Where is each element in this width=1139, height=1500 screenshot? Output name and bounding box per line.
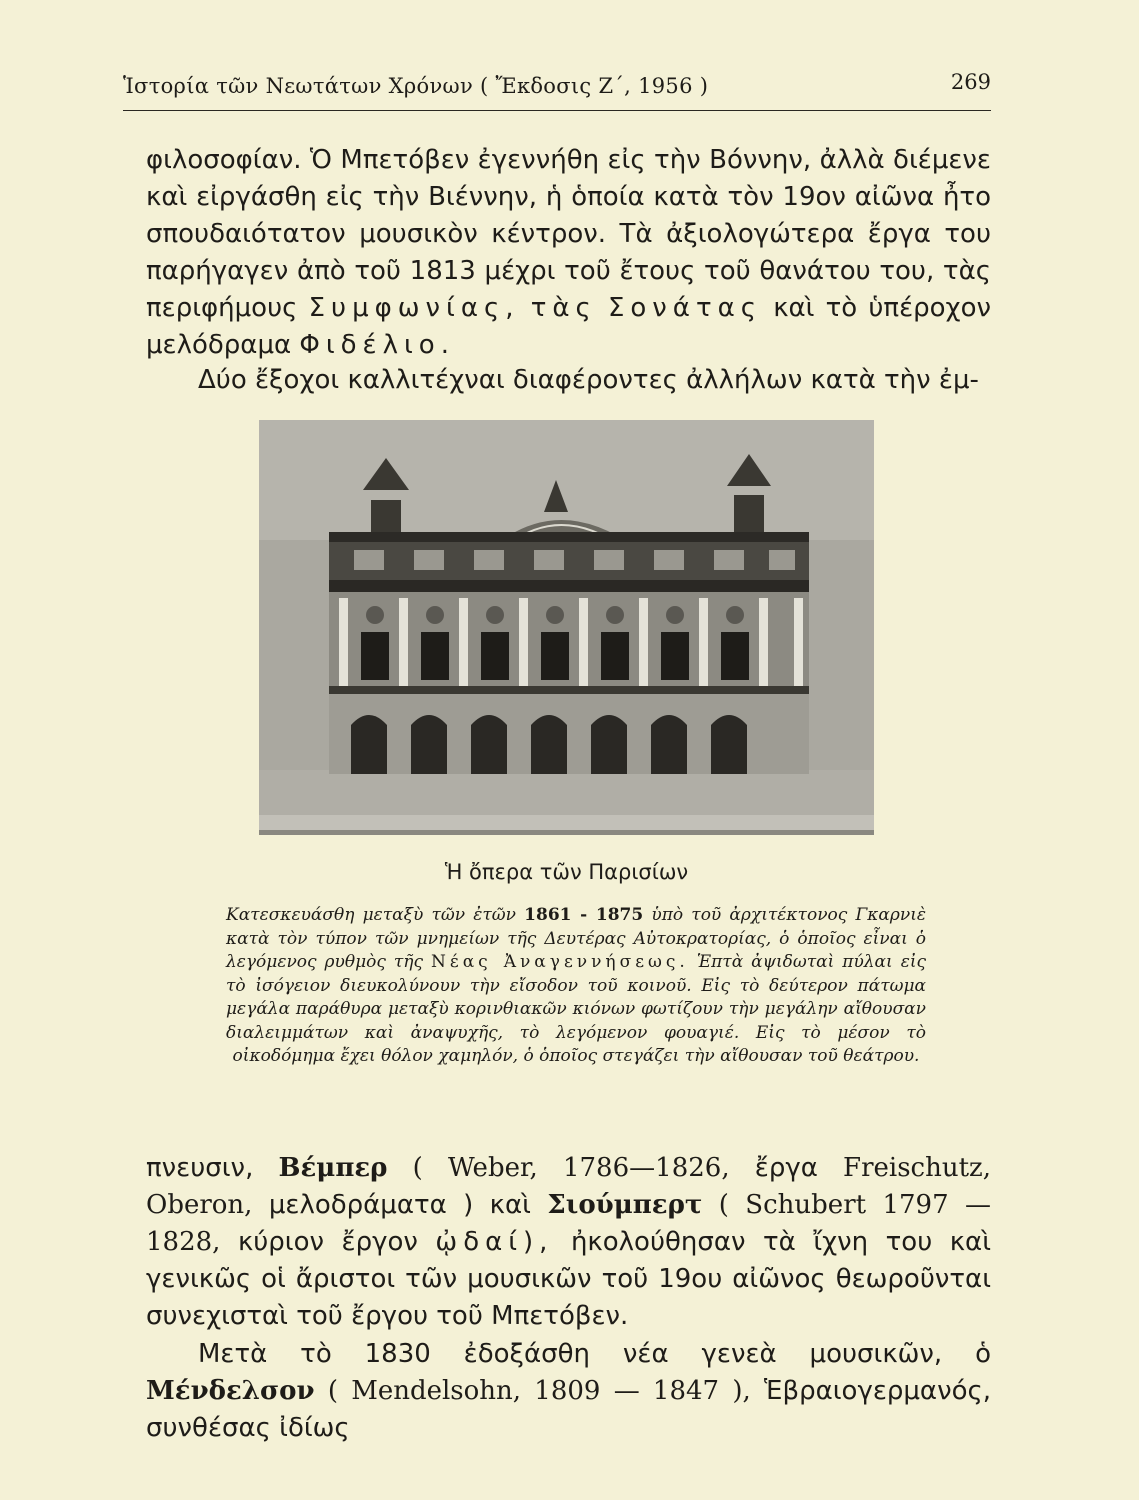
composer-name-weber: Βέμπερ (278, 1153, 388, 1183)
paragraph-text: ἠκολούθησαν τὰ ἴχνη του καὶ γενικῶς οἱ ἄριστοι τῶν μουσικῶν τοῦ 19ου αἰῶνος θεωροῦνται συνεχισταὶ τοῦ ἔργου τοῦ Μπετόβεν. (146, 1227, 991, 1331)
composer-name-schubert: Σιούμπερτ (547, 1190, 703, 1220)
paragraph-text: καὶ τὸ ὑπέροχον μελόδραμα (146, 293, 992, 360)
paragraph-two-artists (146, 362, 991, 399)
caption-text: Κατεσκευάσθη μεταξὺ τῶν ἐτῶν (226, 905, 516, 925)
caption-years: 1861 - 1875 (524, 905, 644, 925)
paris-opera-illustration (259, 420, 874, 835)
figure-caption (226, 904, 926, 1069)
composer-name-mendelssohn: Μένδελσον (146, 1376, 315, 1406)
paragraph-mendelssohn (146, 1336, 991, 1447)
caption-text: ὑπὸ τοῦ ἀρχιτέκτονος Γκαρνιὲ κατὰ τὸν τύπον τῶν μνημείων τῆς Δευτέρας Αὐτοκρατορίας, ὁ ὁποῖος εἶναι ὁ λεγόμενος ρυθμὸς τῆς (226, 905, 926, 972)
latin-name-mendelssohn: ( Mendelsohn, 1809 — 1847 ), (327, 1376, 751, 1406)
article-text: τὰς (530, 293, 597, 323)
paragraph-text: Δύο ἔξοχοι καλλιτέχναι διαφέροντες ἀλλήλων κατὰ τὴν ἐμ- (198, 365, 979, 395)
work-title-fidelio: Φιδέλιο. (299, 330, 455, 360)
paragraph-text: πνευσιν, (146, 1153, 254, 1183)
paragraph-text: μελοδράματα ) καὶ (268, 1190, 531, 1220)
work-title-sonatas: Σονάτας (607, 293, 763, 323)
paragraph-text: Μετὰ τὸ 1830 ἐδοξάσθη νέα γενεὰ μουσικῶν, ὁ (198, 1339, 991, 1369)
paragraph-weber-schubert (146, 1150, 991, 1335)
work-title-symphonies: Συμφωνίας, (308, 293, 520, 323)
opera-photo (259, 420, 874, 835)
latin-name-schubert: ( Schubert 1797 — 1828, (146, 1190, 992, 1257)
figure-title: Ἡ ὄπερα τῶν Παρισίων (444, 860, 689, 884)
caption-style-name: Νέας Ἀναγεννήσεως. (431, 952, 689, 972)
paragraph-text: κύριον ἔργον (237, 1227, 418, 1257)
running-header (123, 70, 991, 111)
paragraph-beethoven (146, 142, 991, 364)
paragraph-text: φιλοσοφίαν. Ὁ Μπετόβεν ἐγεννήθη εἰς τὴν Βόννην, ἀλλὰ διέμενε καὶ εἰργάσθη εἰς τὴν Βιέννην, ἡ ὁποία κατὰ τὸν 19ον αἰῶνα ἦτο σπουδαιότατον μουσικὸν κέντρον. Τὰ ἀξιολογώτερα ἔργα του παρήγαγεν ἀπὸ τοῦ 1813 μέχρι τοῦ ἔτους τοῦ θανάτου του, τὰς περιφήμους (146, 145, 991, 323)
paragraph-text: ἔργα (754, 1153, 818, 1183)
work-title-songs: ᾠδαί), (435, 1227, 554, 1257)
works-weber: Freischutz, Oberon, (146, 1153, 992, 1220)
caption-text: Ἑπτὰ ἀψιδωταὶ πύλαι εἰς τὸ ἰσόγειον διευκολύνουν τὴν εἴσοδον τοῦ κοινοῦ. Εἰς τὸ δεύτερον πάτωμα μεγάλα παράθυρα μεταξὺ κορινθιακῶν κιόνων φωτίζουν τὴν μεγάλην αἴθουσαν διαλειμμάτων καὶ ἀναψυχῆς, τὸ λεγόμενον φουαγιέ. Εἰς τὸ μέσον τὸ οἰκοδόμημα ἔχει θόλον χαμηλόν, ὁ ὁποῖος στεγάζει τὴν αἴθουσαν τοῦ θεάτρου. (226, 952, 927, 1066)
paragraph-text: Ἑβραιογερμανός, συνθέσας ἰδίως (146, 1376, 992, 1443)
page-number: 269 (950, 70, 991, 94)
book-title: Ἱστορία τῶν Νεωτάτων Χρόνων ( Ἔκδοσις Ζ΄, 1956 ) (123, 74, 709, 98)
latin-name-weber: ( Weber, 1786—1826, (412, 1153, 730, 1183)
